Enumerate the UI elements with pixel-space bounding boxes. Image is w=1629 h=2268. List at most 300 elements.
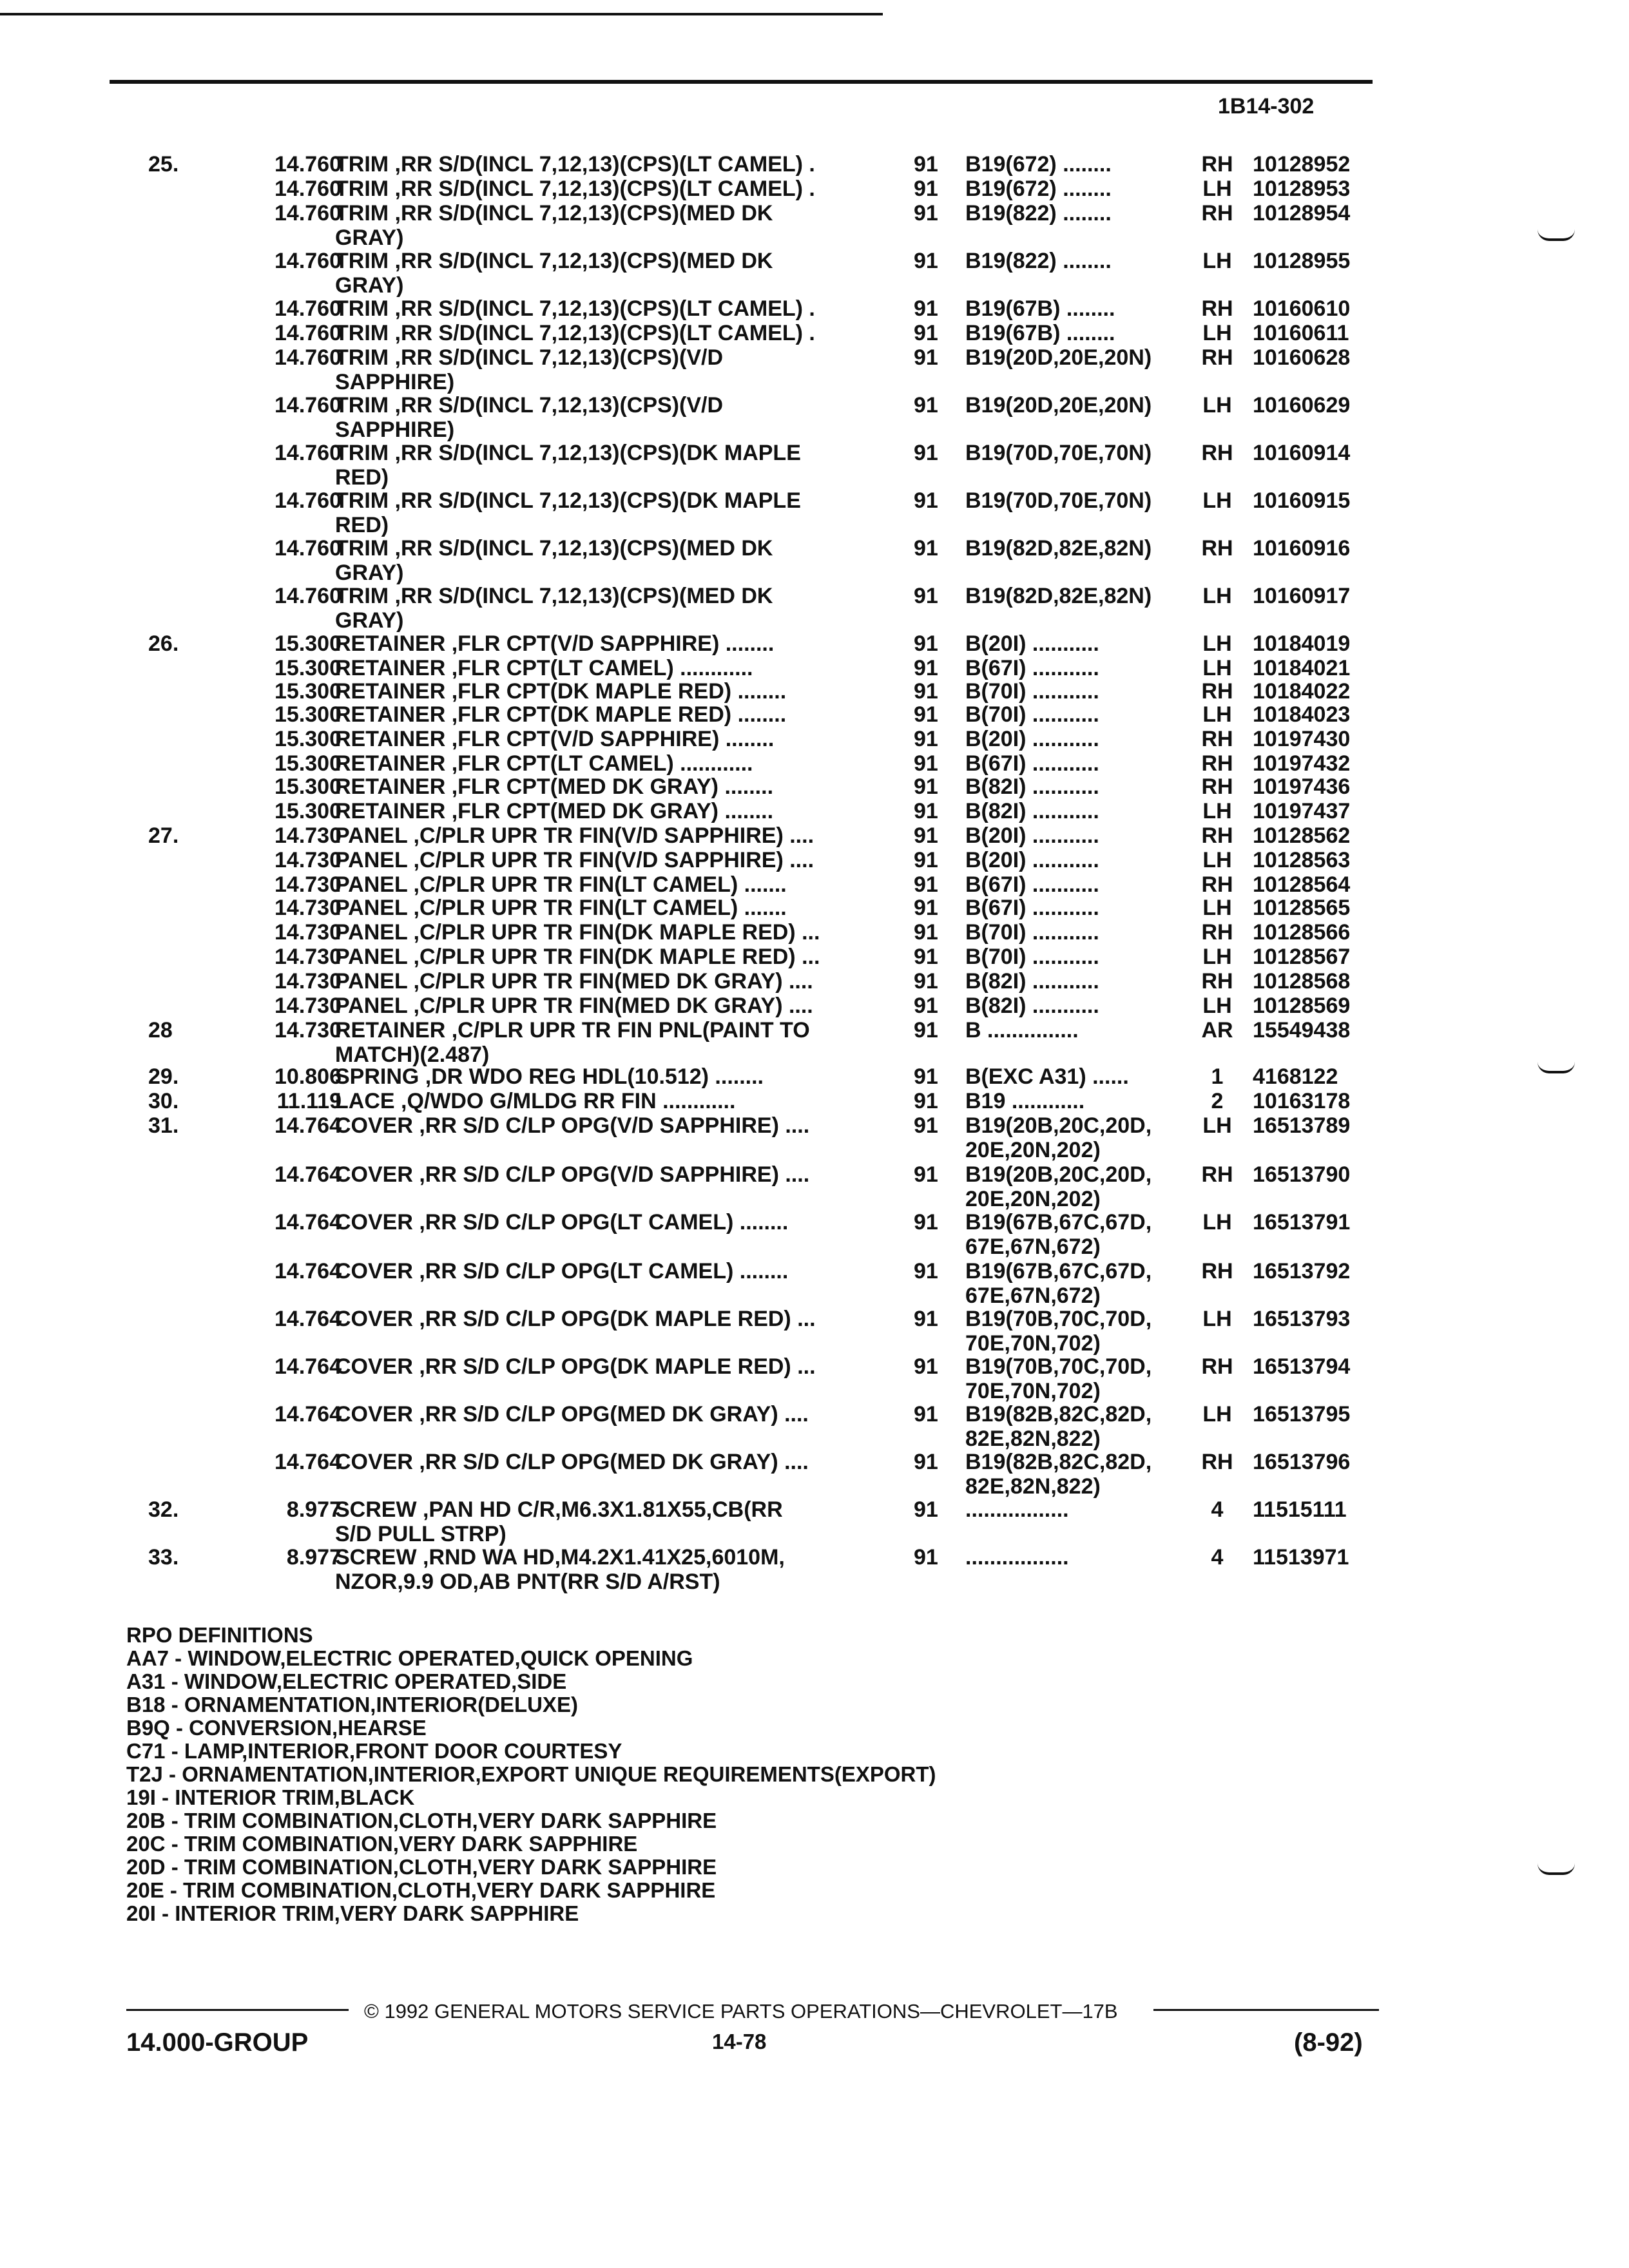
item-number: 32. (148, 1497, 179, 1522)
part-description: SPRING ,DR WDO REG HDL(10.512) ........ (335, 1064, 764, 1089)
side-quantity: RH (1201, 727, 1233, 751)
model-year: 91 (914, 727, 938, 751)
side-quantity: RH (1201, 920, 1233, 945)
table-row (0, 1162, 1629, 1211)
item-number: 27. (148, 823, 179, 848)
table-row (0, 345, 1629, 394)
model-code: B19 ............ (965, 1089, 1085, 1113)
model-code: B(70I) ........... (965, 945, 1099, 969)
part-description: PANEL ,C/PLR UPR TR FIN(V/D SAPPHIRE) .... (335, 848, 815, 872)
model-code: B19(82D,82E,82N) (965, 536, 1152, 561)
group-number: 10.806 (275, 1064, 342, 1089)
table-row (0, 536, 1629, 585)
part-number: 11513971 (1253, 1545, 1349, 1570)
model-code: B19(70B,70C,70D, 70E,70N,702) (965, 1307, 1152, 1356)
group-number: 14.730 (275, 823, 342, 848)
side-quantity: LH (1202, 656, 1232, 680)
part-description: RETAINER ,C/PLR UPR TR FIN PNL(PAINT TO MATCH)(2.487) (335, 1018, 810, 1067)
table-row (0, 1259, 1629, 1308)
model-year: 91 (914, 441, 938, 465)
part-number: 10197436 (1253, 774, 1351, 799)
model-year: 91 (914, 1113, 938, 1138)
scan-mark (1537, 1062, 1575, 1073)
model-year: 91 (914, 945, 938, 969)
side-quantity: 4 (1211, 1545, 1224, 1570)
part-description: RETAINER ,FLR CPT(LT CAMEL) ............ (335, 656, 753, 680)
model-code: B19(672) ........ (965, 152, 1112, 177)
part-number: 10128954 (1253, 201, 1351, 226)
group-number: 14.760 (275, 536, 342, 561)
side-quantity: LH (1202, 488, 1232, 513)
model-code: B19(67B) ........ (965, 321, 1115, 345)
rpo-definition: AA7 - WINDOW,ELECTRIC OPERATED,QUICK OPENING (126, 1646, 693, 1670)
model-code: B(70I) ........... (965, 702, 1099, 727)
side-quantity: LH (1202, 393, 1232, 418)
model-code: B19(20D,20E,20N) (965, 393, 1152, 418)
part-description: COVER ,RR S/D C/LP OPG(MED DK GRAY) .... (335, 1402, 809, 1427)
rpo-definition: 19I - INTERIOR TRIM,BLACK (126, 1785, 415, 1809)
side-quantity: LH (1202, 584, 1232, 608)
footer-group: 14.000-GROUP (126, 2028, 309, 2057)
model-code: B19(67B) ........ (965, 296, 1115, 321)
group-number: 8.977 (286, 1545, 342, 1570)
side-quantity: LH (1202, 249, 1232, 273)
side-quantity: 1 (1211, 1064, 1224, 1089)
model-year: 91 (914, 296, 938, 321)
model-year: 91 (914, 345, 938, 370)
model-year: 91 (914, 321, 938, 345)
rpo-definitions (126, 1624, 936, 1925)
part-number: 10160629 (1253, 393, 1351, 418)
part-description: COVER ,RR S/D C/LP OPG(LT CAMEL) ........ (335, 1259, 789, 1283)
part-description: TRIM ,RR S/D(INCL 7,12,13)(CPS)(MED DK GRAY) (335, 249, 773, 298)
model-code: B19(67B,67C,67D, 67E,67N,672) (965, 1259, 1152, 1308)
footer-rule-right (1153, 2009, 1379, 2011)
model-code: ................. (965, 1545, 1069, 1570)
model-year: 91 (914, 1307, 938, 1331)
model-code: B(20I) ........... (965, 848, 1099, 872)
part-number: 10128562 (1253, 823, 1351, 848)
part-description: SCREW ,PAN HD C/R,M6.3X1.81X55,CB(RR S/D PULL STRP) (335, 1497, 783, 1546)
model-code: ................. (965, 1497, 1069, 1522)
model-year: 91 (914, 584, 938, 608)
model-year: 91 (914, 1497, 938, 1522)
group-number: 14.730 (275, 969, 342, 994)
part-description: TRIM ,RR S/D(INCL 7,12,13)(CPS)(LT CAMEL) . (335, 152, 815, 177)
item-number: 31. (148, 1113, 179, 1138)
part-description: TRIM ,RR S/D(INCL 7,12,13)(CPS)(MED DK GRAY) (335, 584, 773, 633)
side-quantity: AR (1201, 1018, 1233, 1043)
model-year: 91 (914, 1545, 938, 1570)
model-code: B(EXC A31) ...... (965, 1064, 1129, 1089)
table-row (0, 201, 1629, 250)
model-year: 91 (914, 152, 938, 177)
part-number: 10184022 (1253, 679, 1351, 704)
part-number: 10184023 (1253, 702, 1351, 727)
group-number: 11.119 (276, 1089, 342, 1113)
group-number: 14.764 (275, 1354, 342, 1379)
model-code: B(70I) ........... (965, 679, 1099, 704)
part-description: COVER ,RR S/D C/LP OPG(MED DK GRAY) .... (335, 1450, 809, 1474)
group-number: 14.760 (275, 441, 342, 465)
part-description: TRIM ,RR S/D(INCL 7,12,13)(CPS)(LT CAMEL) . (335, 177, 815, 201)
model-year: 91 (914, 969, 938, 994)
part-number: 10128563 (1253, 848, 1351, 872)
side-quantity: RH (1201, 296, 1233, 321)
part-number: 10197437 (1253, 799, 1351, 823)
model-code: B(70I) ........... (965, 920, 1099, 945)
part-number: 16513791 (1253, 1210, 1351, 1235)
side-quantity: RH (1201, 1354, 1233, 1379)
side-quantity: LH (1202, 1402, 1232, 1427)
part-description: TRIM ,RR S/D(INCL 7,12,13)(CPS)(LT CAMEL) . (335, 296, 815, 321)
part-description: PANEL ,C/PLR UPR TR FIN(MED DK GRAY) .... (335, 969, 813, 994)
model-year: 91 (914, 848, 938, 872)
model-year: 91 (914, 702, 938, 727)
model-year: 91 (914, 1402, 938, 1427)
part-description: COVER ,RR S/D C/LP OPG(V/D SAPPHIRE) .... (335, 1113, 810, 1138)
model-year: 91 (914, 201, 938, 226)
part-description: TRIM ,RR S/D(INCL 7,12,13)(CPS)(V/D SAPPHIRE) (335, 345, 724, 394)
part-description: RETAINER ,FLR CPT(MED DK GRAY) ........ (335, 799, 774, 823)
group-number: 14.764 (275, 1259, 342, 1283)
part-number: 16513790 (1253, 1162, 1351, 1187)
model-code: B19(822) ........ (965, 249, 1112, 273)
side-quantity: RH (1201, 969, 1233, 994)
model-code: B(82I) ........... (965, 969, 1099, 994)
rpo-definition: T2J - ORNAMENTATION,INTERIOR,EXPORT UNIQUE REQUIREMENTS(EXPORT) (126, 1762, 936, 1786)
part-description: RETAINER ,FLR CPT(LT CAMEL) ............ (335, 751, 753, 776)
part-number: 10128953 (1253, 177, 1351, 201)
part-description: PANEL ,C/PLR UPR TR FIN(LT CAMEL) ....... (335, 896, 787, 920)
footer-rule-left (126, 2009, 349, 2011)
model-year: 91 (914, 488, 938, 513)
part-number: 16513793 (1253, 1307, 1351, 1331)
group-number: 15.300 (275, 656, 342, 680)
group-number: 14.760 (275, 584, 342, 608)
side-quantity: RH (1201, 751, 1233, 776)
rpo-definition: 20D - TRIM COMBINATION,CLOTH,VERY DARK SAPPHIRE (126, 1855, 717, 1879)
side-quantity: RH (1201, 823, 1233, 848)
model-code: B(20I) ........... (965, 727, 1099, 751)
part-description: PANEL ,C/PLR UPR TR FIN(DK MAPLE RED) ... (335, 945, 820, 969)
top-scan-line (0, 13, 883, 15)
rpo-definition: B9Q - CONVERSION,HEARSE (126, 1716, 427, 1740)
side-quantity: LH (1202, 631, 1232, 656)
group-number: 15.300 (275, 751, 342, 776)
table-row (0, 1307, 1629, 1356)
model-code: B(67I) ........... (965, 872, 1099, 897)
part-number: 4168122 (1253, 1064, 1338, 1089)
rpo-title: RPO DEFINITIONS (126, 1623, 313, 1647)
model-year: 91 (914, 823, 938, 848)
group-number: 15.300 (275, 799, 342, 823)
side-quantity: LH (1202, 1210, 1232, 1235)
part-description: PANEL ,C/PLR UPR TR FIN(LT CAMEL) ....... (335, 872, 787, 897)
part-number: 10160611 (1253, 321, 1349, 345)
side-quantity: LH (1202, 702, 1232, 727)
group-number: 14.730 (275, 872, 342, 897)
footer-page-number: 14-78 (712, 2030, 767, 2053)
part-number: 10184019 (1253, 631, 1351, 656)
part-number: 10160916 (1253, 536, 1351, 561)
group-number: 14.760 (275, 321, 342, 345)
group-number: 14.760 (275, 177, 342, 201)
table-row (0, 1018, 1629, 1067)
group-number: 14.760 (275, 488, 342, 513)
rpo-definition: 20B - TRIM COMBINATION,CLOTH,VERY DARK SAPPHIRE (126, 1809, 717, 1832)
part-description: TRIM ,RR S/D(INCL 7,12,13)(CPS)(MED DK GRAY) (335, 536, 773, 585)
model-code: B(20I) ........... (965, 823, 1099, 848)
group-number: 14.760 (275, 345, 342, 370)
scan-mark (1537, 229, 1575, 241)
group-number: 14.730 (275, 1018, 342, 1043)
model-code: B(82I) ........... (965, 799, 1099, 823)
table-row (0, 1450, 1629, 1499)
part-number: 10160917 (1253, 584, 1351, 608)
side-quantity: LH (1202, 177, 1232, 201)
rpo-definition: 20E - TRIM COMBINATION,CLOTH,VERY DARK SAPPHIRE (126, 1878, 716, 1902)
rpo-list (126, 1647, 936, 1925)
rpo-definition: A31 - WINDOW,ELECTRIC OPERATED,SIDE (126, 1669, 567, 1693)
group-number: 15.300 (275, 774, 342, 799)
table-row (0, 1113, 1629, 1162)
part-number: 10128952 (1253, 152, 1351, 177)
part-description: SCREW ,RND WA HD,M4.2X1.41X25,6010M, NZOR,9.9 OD,AB PNT(RR S/D A/RST) (335, 1545, 785, 1594)
item-number: 26. (148, 631, 179, 656)
side-quantity: LH (1202, 945, 1232, 969)
part-description: RETAINER ,FLR CPT(DK MAPLE RED) ........ (335, 702, 787, 727)
part-description: COVER ,RR S/D C/LP OPG(V/D SAPPHIRE) .... (335, 1162, 810, 1187)
model-year: 91 (914, 1450, 938, 1474)
model-year: 91 (914, 1089, 938, 1113)
model-year: 91 (914, 751, 938, 776)
part-number: 10160915 (1253, 488, 1351, 513)
group-number: 14.760 (275, 393, 342, 418)
model-code: B19(82B,82C,82D, 82E,82N,822) (965, 1402, 1152, 1451)
model-code: B19(20D,20E,20N) (965, 345, 1152, 370)
part-description: RETAINER ,FLR CPT(V/D SAPPHIRE) ........ (335, 631, 775, 656)
group-number: 15.300 (275, 679, 342, 704)
side-quantity: RH (1201, 536, 1233, 561)
side-quantity: LH (1202, 994, 1232, 1018)
part-number: 10128568 (1253, 969, 1351, 994)
part-description: TRIM ,RR S/D(INCL 7,12,13)(CPS)(V/D SAPPHIRE) (335, 393, 724, 442)
part-number: 10128565 (1253, 896, 1351, 920)
part-description: TRIM ,RR S/D(INCL 7,12,13)(CPS)(DK MAPLE RED) (335, 441, 801, 490)
table-row (0, 1497, 1629, 1546)
part-description: RETAINER ,FLR CPT(DK MAPLE RED) ........ (335, 679, 787, 704)
side-quantity: 4 (1211, 1497, 1224, 1522)
model-year: 91 (914, 920, 938, 945)
group-number: 14.760 (275, 296, 342, 321)
model-year: 91 (914, 656, 938, 680)
part-number: 10197430 (1253, 727, 1351, 751)
group-number: 14.730 (275, 920, 342, 945)
model-year: 91 (914, 177, 938, 201)
group-number: 14.730 (275, 848, 342, 872)
group-number: 14.760 (275, 152, 342, 177)
page-id: 1B14-302 (1218, 94, 1315, 119)
model-year: 91 (914, 1354, 938, 1379)
model-year: 91 (914, 679, 938, 704)
model-year: 91 (914, 1162, 938, 1187)
part-number: 10160610 (1253, 296, 1351, 321)
item-number: 30. (148, 1089, 179, 1113)
side-quantity: RH (1201, 1259, 1233, 1283)
model-year: 91 (914, 631, 938, 656)
group-number: 14.764 (275, 1402, 342, 1427)
side-quantity: RH (1201, 679, 1233, 704)
part-number: 16513792 (1253, 1259, 1351, 1283)
model-year: 91 (914, 249, 938, 273)
side-quantity: RH (1201, 1450, 1233, 1474)
part-description: RETAINER ,FLR CPT(V/D SAPPHIRE) ........ (335, 727, 775, 751)
model-year: 91 (914, 1064, 938, 1089)
scan-mark (1537, 1863, 1575, 1875)
table-row (0, 488, 1629, 537)
model-year: 91 (914, 1210, 938, 1235)
table-row (0, 584, 1629, 633)
item-number: 33. (148, 1545, 179, 1570)
rpo-definition: C71 - LAMP,INTERIOR,FRONT DOOR COURTESY (126, 1739, 622, 1763)
group-number: 14.764 (275, 1450, 342, 1474)
side-quantity: LH (1202, 896, 1232, 920)
part-number: 16513795 (1253, 1402, 1351, 1427)
side-quantity: LH (1202, 799, 1232, 823)
part-description: TRIM ,RR S/D(INCL 7,12,13)(CPS)(MED DK GRAY) (335, 201, 773, 250)
side-quantity: RH (1201, 872, 1233, 897)
model-code: B19(70D,70E,70N) (965, 441, 1152, 465)
side-quantity: LH (1202, 321, 1232, 345)
model-code: B(82I) ........... (965, 774, 1099, 799)
model-code: B(67I) ........... (965, 896, 1099, 920)
item-number: 29. (148, 1064, 179, 1089)
model-code: B(67I) ........... (965, 656, 1099, 680)
model-year: 91 (914, 799, 938, 823)
part-number: 10128955 (1253, 249, 1351, 273)
group-number: 14.760 (275, 201, 342, 226)
part-description: LACE ,Q/WDO G/MLDG RR FIN ............ (335, 1089, 736, 1113)
part-description: COVER ,RR S/D C/LP OPG(DK MAPLE RED) ... (335, 1354, 816, 1379)
model-code: B19(70D,70E,70N) (965, 488, 1152, 513)
group-number: 14.764 (275, 1307, 342, 1331)
model-code: B19(82B,82C,82D, 82E,82N,822) (965, 1450, 1152, 1499)
group-number: 14.760 (275, 249, 342, 273)
rpo-definition: B18 - ORNAMENTATION,INTERIOR(DELUXE) (126, 1693, 578, 1716)
side-quantity: LH (1202, 1113, 1232, 1138)
table-row (0, 1210, 1629, 1259)
group-number: 14.764 (275, 1162, 342, 1187)
model-code: B19(672) ........ (965, 177, 1112, 201)
part-number: 10197432 (1253, 751, 1351, 776)
model-year: 91 (914, 872, 938, 897)
group-number: 14.764 (275, 1210, 342, 1235)
model-code: B19(70B,70C,70D, 70E,70N,702) (965, 1354, 1152, 1403)
table-row (0, 249, 1629, 298)
group-number: 14.730 (275, 896, 342, 920)
model-year: 91 (914, 774, 938, 799)
model-code: B(82I) ........... (965, 994, 1099, 1018)
model-year: 91 (914, 536, 938, 561)
side-quantity: RH (1201, 152, 1233, 177)
part-number: 10128566 (1253, 920, 1351, 945)
side-quantity: LH (1202, 1307, 1232, 1331)
model-year: 91 (914, 994, 938, 1018)
rpo-definition: 20I - INTERIOR TRIM,VERY DARK SAPPHIRE (126, 1901, 579, 1925)
table-row (0, 1402, 1629, 1451)
table-row (0, 393, 1629, 442)
part-number: 16513794 (1253, 1354, 1351, 1379)
part-number: 10128569 (1253, 994, 1351, 1018)
group-number: 14.730 (275, 994, 342, 1018)
footer-date: (8-92) (1294, 2028, 1363, 2057)
part-number: 10160914 (1253, 441, 1351, 465)
model-code: B(67I) ........... (965, 751, 1099, 776)
part-description: PANEL ,C/PLR UPR TR FIN(DK MAPLE RED) ... (335, 920, 820, 945)
footer-copyright: © 1992 GENERAL MOTORS SERVICE PARTS OPERATIONS—CHEVROLET—17B (364, 2000, 1118, 2023)
side-quantity: RH (1201, 345, 1233, 370)
model-code: B19(82D,82E,82N) (965, 584, 1152, 608)
group-number: 15.300 (275, 702, 342, 727)
item-number: 25. (148, 152, 179, 177)
side-quantity: RH (1201, 774, 1233, 799)
group-number: 14.764 (275, 1113, 342, 1138)
group-number: 15.300 (275, 727, 342, 751)
side-quantity: 2 (1211, 1089, 1224, 1113)
model-year: 91 (914, 896, 938, 920)
item-number: 28 (148, 1018, 173, 1043)
model-year: 91 (914, 1018, 938, 1043)
model-year: 91 (914, 1259, 938, 1283)
model-year: 91 (914, 393, 938, 418)
part-description: RETAINER ,FLR CPT(MED DK GRAY) ........ (335, 774, 774, 799)
part-number: 10128567 (1253, 945, 1351, 969)
group-number: 8.977 (286, 1497, 342, 1522)
part-number: 15549438 (1253, 1018, 1351, 1043)
part-number: 10128564 (1253, 872, 1351, 897)
part-number: 16513789 (1253, 1113, 1351, 1138)
side-quantity: RH (1201, 201, 1233, 226)
table-row (0, 1545, 1629, 1594)
part-number: 16513796 (1253, 1450, 1351, 1474)
table-row (0, 1354, 1629, 1403)
part-description: COVER ,RR S/D C/LP OPG(DK MAPLE RED) ... (335, 1307, 816, 1331)
model-code: B ............... (965, 1018, 1079, 1043)
part-number: 10160628 (1253, 345, 1351, 370)
part-description: PANEL ,C/PLR UPR TR FIN(V/D SAPPHIRE) .... (335, 823, 815, 848)
model-code: B19(822) ........ (965, 201, 1112, 226)
rpo-definition: 20C - TRIM COMBINATION,VERY DARK SAPPHIRE (126, 1832, 638, 1856)
side-quantity: RH (1201, 1162, 1233, 1187)
part-description: TRIM ,RR S/D(INCL 7,12,13)(CPS)(DK MAPLE RED) (335, 488, 801, 537)
part-number: 10163178 (1253, 1089, 1351, 1113)
group-number: 14.730 (275, 945, 342, 969)
part-description: PANEL ,C/PLR UPR TR FIN(MED DK GRAY) .... (335, 994, 813, 1018)
model-code: B(20I) ........... (965, 631, 1099, 656)
table-row (0, 441, 1629, 490)
header-rule (110, 80, 1373, 84)
part-description: COVER ,RR S/D C/LP OPG(LT CAMEL) ........ (335, 1210, 789, 1235)
model-code: B19(20B,20C,20D, 20E,20N,202) (965, 1162, 1152, 1211)
part-number: 10184021 (1253, 656, 1351, 680)
part-number: 11515111 (1253, 1497, 1347, 1522)
part-description: TRIM ,RR S/D(INCL 7,12,13)(CPS)(LT CAMEL) . (335, 321, 815, 345)
model-code: B19(67B,67C,67D, 67E,67N,672) (965, 1210, 1152, 1259)
side-quantity: RH (1201, 441, 1233, 465)
model-code: B19(20B,20C,20D, 20E,20N,202) (965, 1113, 1152, 1162)
side-quantity: LH (1202, 848, 1232, 872)
